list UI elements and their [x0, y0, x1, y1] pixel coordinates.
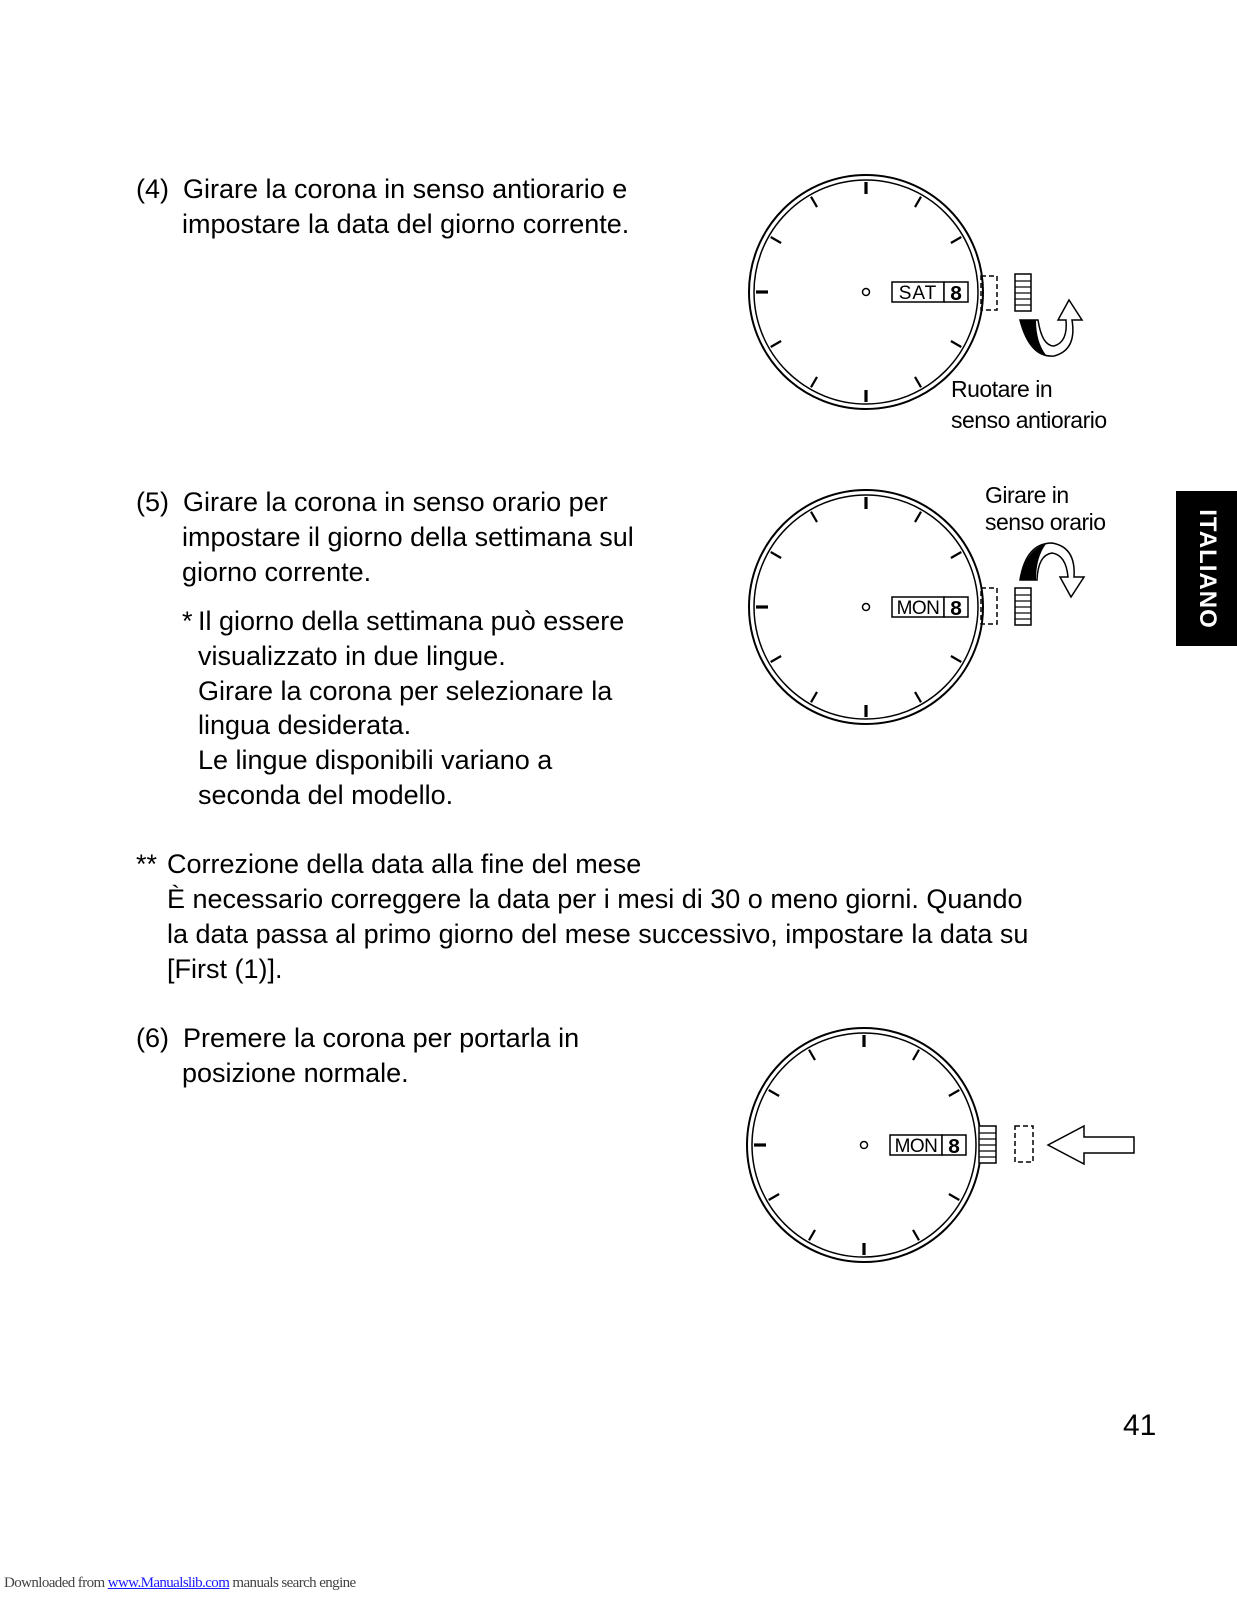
- step-4-number: (4): [136, 174, 169, 204]
- center-pin-icon: [863, 604, 870, 611]
- hour-marker: [949, 1090, 959, 1096]
- step-5-line-2: impostare il giorno della settimana sul: [182, 522, 634, 552]
- footer: [4, 1575, 356, 1592]
- step-6-line-2: posizione normale.: [182, 1058, 409, 1088]
- caption-ccw-line-1: Ruotare in: [951, 376, 1053, 402]
- step-4-line-1: Girare la corona in senso antiorario e: [183, 174, 628, 204]
- center-pin-icon: [861, 1142, 868, 1149]
- crown-previous-position: [1015, 1126, 1033, 1162]
- day-window: MON: [896, 598, 940, 619]
- month-end-line-1: È necessario correggere la data per i mesi di 30 o meno giorni. Quando: [167, 884, 1023, 914]
- language-tab-label: ITALIANO: [1193, 508, 1221, 629]
- hour-marker: [771, 552, 781, 558]
- day-date-window: [890, 1135, 966, 1160]
- hour-marker: [771, 237, 781, 243]
- hour-marker: [811, 377, 817, 387]
- hour-marker: [811, 512, 817, 522]
- hour-marker: [951, 237, 961, 243]
- month-end-line-3: [First (1)].: [167, 954, 283, 984]
- step-6-line-1: Premere la corona per portarla in: [183, 1023, 580, 1053]
- step-6-number: (6): [136, 1023, 169, 1053]
- push-arrow-icon: [1048, 1126, 1134, 1164]
- hour-marker: [811, 197, 817, 207]
- month-end-heading: Correzione della data alla fine del mese: [167, 849, 642, 879]
- month-end-marker: **: [136, 849, 158, 879]
- day-date-window: [892, 282, 968, 307]
- step-4-line-2: impostare la data del giorno corrente.: [182, 209, 630, 239]
- hour-marker: [913, 1050, 919, 1060]
- date-window: 8: [947, 1137, 961, 1160]
- hour-marker: [951, 552, 961, 558]
- hour-marker: [811, 692, 817, 702]
- caption-ccw-line-2: senso antiorario: [951, 407, 1107, 433]
- caption-cw-line-2: senso orario: [985, 509, 1106, 535]
- step-5-note-line-5: Le lingue disponibili variano a: [198, 745, 553, 775]
- step-5-note-marker: *: [182, 606, 193, 636]
- crown-icon: [979, 1126, 996, 1163]
- page-number: 41: [1123, 1409, 1157, 1442]
- hour-marker: [809, 1230, 815, 1240]
- step-5-note-line-4: lingua desiderata.: [198, 710, 412, 740]
- hour-marker: [915, 512, 921, 522]
- day-window: SAT: [898, 283, 938, 304]
- hour-marker: [951, 341, 961, 347]
- step-5-note-line-3: Girare la corona per selezionare la: [198, 676, 613, 706]
- language-tab: [1176, 491, 1237, 646]
- watch-diagram-push-crown: [738, 1023, 1148, 1268]
- hour-marker: [949, 1194, 959, 1200]
- day-date-window: [892, 597, 968, 622]
- hour-marker: [951, 656, 961, 662]
- step-5-line-3: giorno corrente.: [182, 557, 372, 587]
- hour-marker: [915, 692, 921, 702]
- month-end-line-2: la data passa al primo giorno del mese successivo, impostare la data su: [167, 919, 1029, 949]
- hour-marker: [769, 1194, 779, 1200]
- step-5-note-line-1: Il giorno della settimana può essere: [198, 606, 625, 636]
- crown-icon: [1015, 588, 1031, 625]
- hour-marker: [809, 1050, 815, 1060]
- hour-marker: [769, 1090, 779, 1096]
- step-5-line-1: Girare la corona in senso orario per: [183, 487, 608, 517]
- watch-diagram-counterclockwise: [740, 170, 1120, 420]
- hour-marker: [915, 377, 921, 387]
- crown-icon: [1015, 274, 1031, 311]
- hour-marker: [913, 1230, 919, 1240]
- date-window: 8: [949, 599, 963, 622]
- caption-cw-line-1: Girare in: [985, 482, 1069, 508]
- footer-link[interactable]: www.Manualslib.com: [107, 1575, 230, 1591]
- hour-marker: [771, 656, 781, 662]
- day-window: MON: [894, 1136, 938, 1157]
- footer-suffix: manuals search engine: [229, 1575, 356, 1591]
- center-pin-icon: [863, 289, 870, 296]
- hour-marker: [915, 197, 921, 207]
- step-5-number: (5): [136, 487, 169, 517]
- date-window: 8: [949, 284, 963, 307]
- footer-prefix: Downloaded from: [4, 1575, 108, 1591]
- step-5-note-line-2: visualizzato in due lingue.: [198, 641, 506, 671]
- step-5-note-line-6: seconda del modello.: [198, 780, 454, 810]
- hour-marker: [771, 341, 781, 347]
